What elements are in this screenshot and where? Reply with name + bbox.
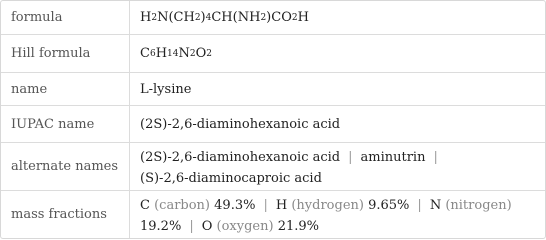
alternate-name: aminutrin: [360, 149, 426, 165]
row-label: Hill formula: [1, 35, 130, 72]
separator: |: [263, 197, 268, 213]
alternate-name: (2S)-2,6-diaminohexanoic acid: [140, 149, 341, 165]
row-label: mass fractions: [1, 191, 130, 238]
row-label: formula: [1, 1, 130, 34]
hill-formula-value: C 6 H 14 N 2 O 2: [140, 46, 212, 61]
element-name: (nitrogen): [445, 197, 512, 213]
element-symbol: H: [275, 197, 288, 213]
iupac-name-value: (2S)-2,6-diaminohexanoic acid: [140, 116, 341, 132]
element-symbol: C: [140, 197, 150, 213]
row-mass-fractions: [1, 190, 545, 238]
alternate-name: (S)-2,6-diaminocaproic acid: [140, 170, 322, 186]
element-symbol: N: [429, 197, 442, 213]
row-iupac-name: [1, 105, 545, 142]
mass-fraction: 21.9%: [277, 218, 320, 234]
separator: |: [417, 197, 422, 213]
mass-fraction: 49.3%: [214, 197, 256, 213]
formula-value: H 2 N(CH 2 ) 4 CH(NH 2 )CO 2 H: [140, 10, 309, 25]
element-name: (hydrogen): [291, 197, 364, 213]
separator: |: [433, 149, 438, 165]
mass-fraction: 9.65%: [368, 197, 410, 213]
row-label: alternate names: [1, 143, 130, 190]
row-alternate-names: [1, 142, 545, 190]
separator: |: [189, 218, 194, 234]
row-label: name: [1, 73, 130, 105]
row-name: [1, 72, 545, 105]
element-symbol: O: [201, 218, 213, 234]
row-formula: [1, 1, 545, 34]
element-name: (oxygen): [216, 218, 274, 234]
name-value: L-lysine: [140, 81, 192, 97]
alternate-names-value: [130, 143, 545, 190]
mass-fractions-value: [130, 191, 545, 238]
row-label: IUPAC name: [1, 106, 130, 142]
separator: |: [348, 149, 353, 165]
mass-fraction: 19.2%: [140, 218, 182, 234]
row-hill-formula: [1, 34, 545, 72]
element-name: (carbon): [154, 197, 211, 213]
